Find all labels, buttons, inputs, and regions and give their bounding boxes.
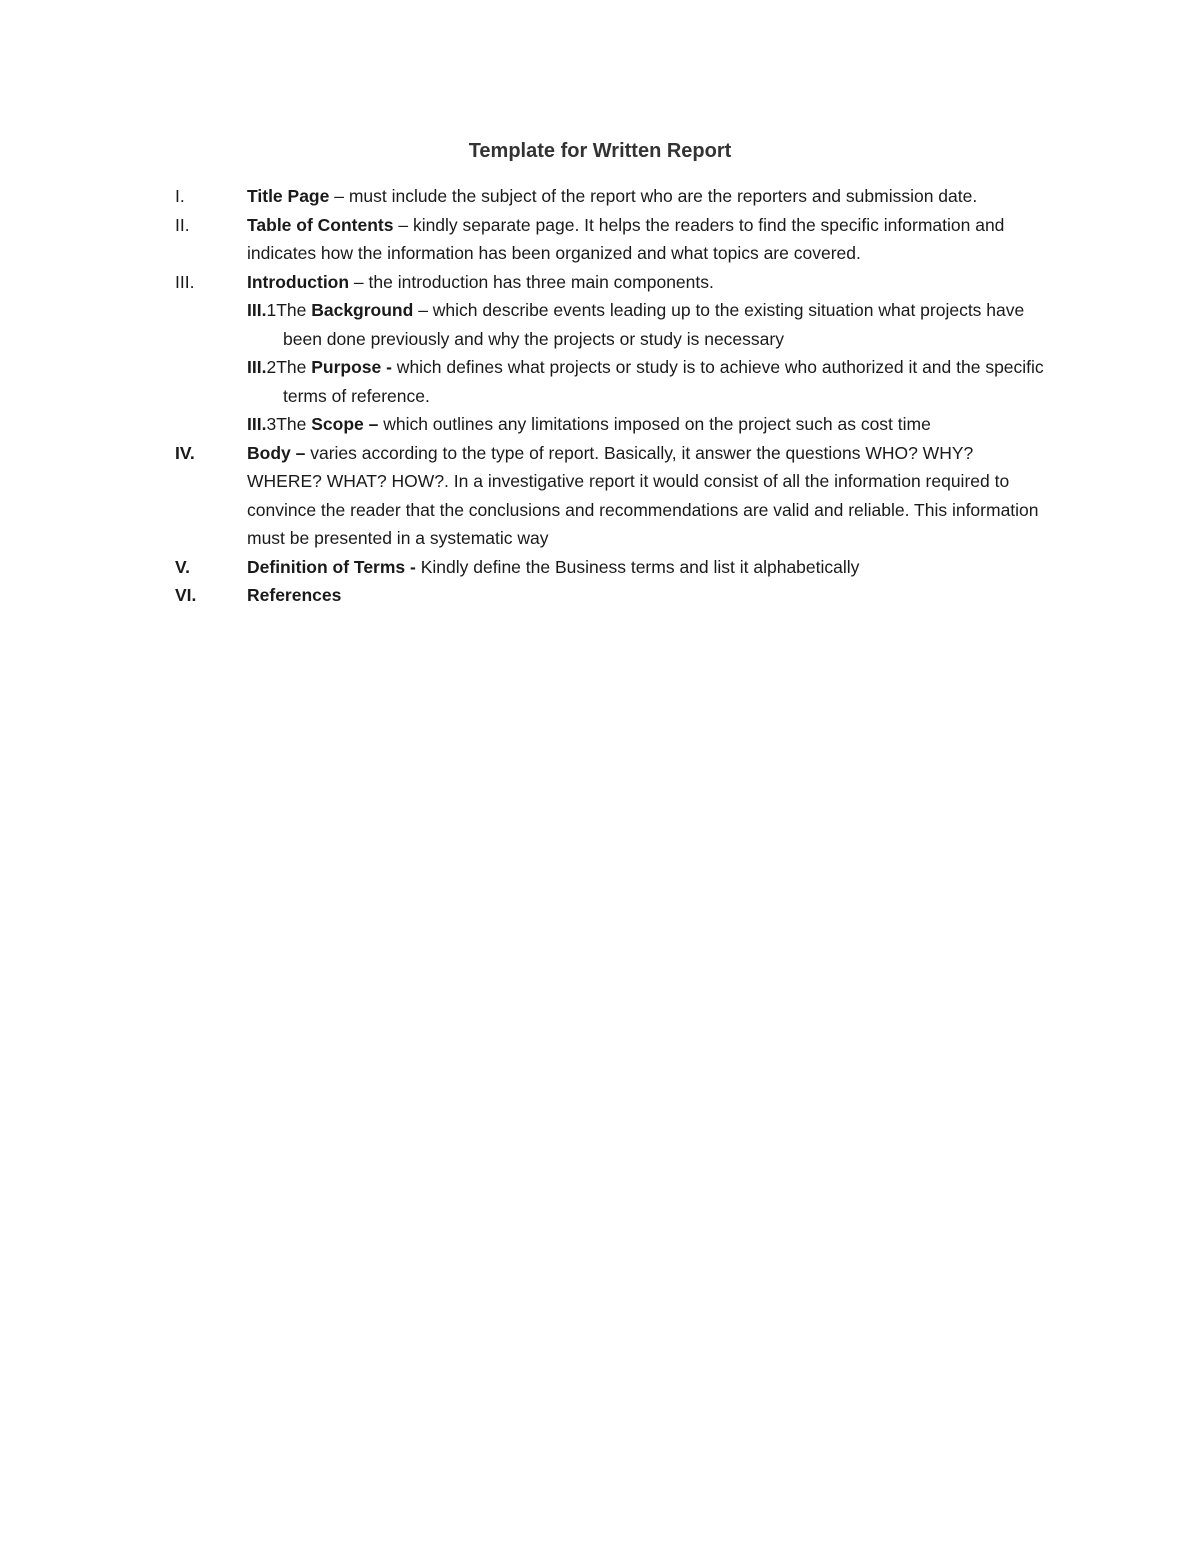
sub-item-scope [0,410,1053,439]
item-numeral: VI. [175,585,197,605]
sub-item-numeral-suffix: 3 [266,414,277,434]
outline-list [0,182,1200,610]
sub-item-heading: Purpose - [311,357,392,377]
sub-item-text: – which describe events leading up to the existing situation what projects have been done previously and why the projects or study is necessary [283,300,1025,349]
sub-item-text: which outlines any limitations imposed on the project such as cost time [378,414,931,434]
outline-item-introduction [0,268,1052,297]
sub-item-heading: Background [311,300,414,320]
item-text: Kindly define the Business terms and list it alphabetically [415,556,860,577]
item-numeral: III. [175,271,195,292]
item-numeral: IV. [175,442,195,463]
sub-item-numeral-suffix: 1 [266,300,277,320]
item-numeral: II. [175,214,190,235]
item-text: varies according to the type of report. Basically, it answer the questions WHO? WHY? WHERE? WHAT? HOW?. In a investigative report it would consist of all the information required to convince the reader that the conclusions and recommendations are valid and reliable. This information must be presented in a systematic way [247,442,1039,548]
sub-item-numeral: III. [247,414,267,434]
sub-item-text: which defines what projects or study is to achieve who authorized it and the specific terms of reference. [283,357,1044,406]
item-numeral: V. [175,556,190,577]
item-heading: Body – [247,442,306,463]
outline-item-title-page [0,182,1052,211]
item-heading: Definition of Terms - [247,556,416,577]
item-heading: Introduction [247,271,350,292]
sub-item-purpose [0,353,1053,410]
item-text: – the introduction has three main components. [349,271,714,292]
document-title: Template for Written Report [468,140,732,162]
item-heading: Title Page [247,186,330,206]
outline-item-table-of-contents [0,211,1052,268]
outline-item-references [0,581,1052,610]
sub-item-numeral-suffix: 2 [266,357,277,377]
item-numeral: I. [175,186,185,206]
sub-item-lead: The [276,300,312,320]
outline-item-definition-of-terms [0,553,1052,582]
sub-item-lead: The [276,357,312,377]
outline-item-body [0,439,1052,553]
sub-item-heading: Scope – [311,414,379,434]
sub-item-numeral: III. [247,300,267,320]
sub-item-numeral: III. [247,357,267,377]
item-heading: Table of Contents [247,214,394,235]
sub-item-background [0,296,1053,353]
sub-item-lead: The [276,414,312,434]
item-text: – kindly separate page. It helps the readers to find the specific information and indicates how the information has been organized and what topics are covered. [247,214,1005,263]
item-text: – must include the subject of the report who are the reporters and submission date. [329,186,978,206]
item-heading: References [247,585,342,605]
